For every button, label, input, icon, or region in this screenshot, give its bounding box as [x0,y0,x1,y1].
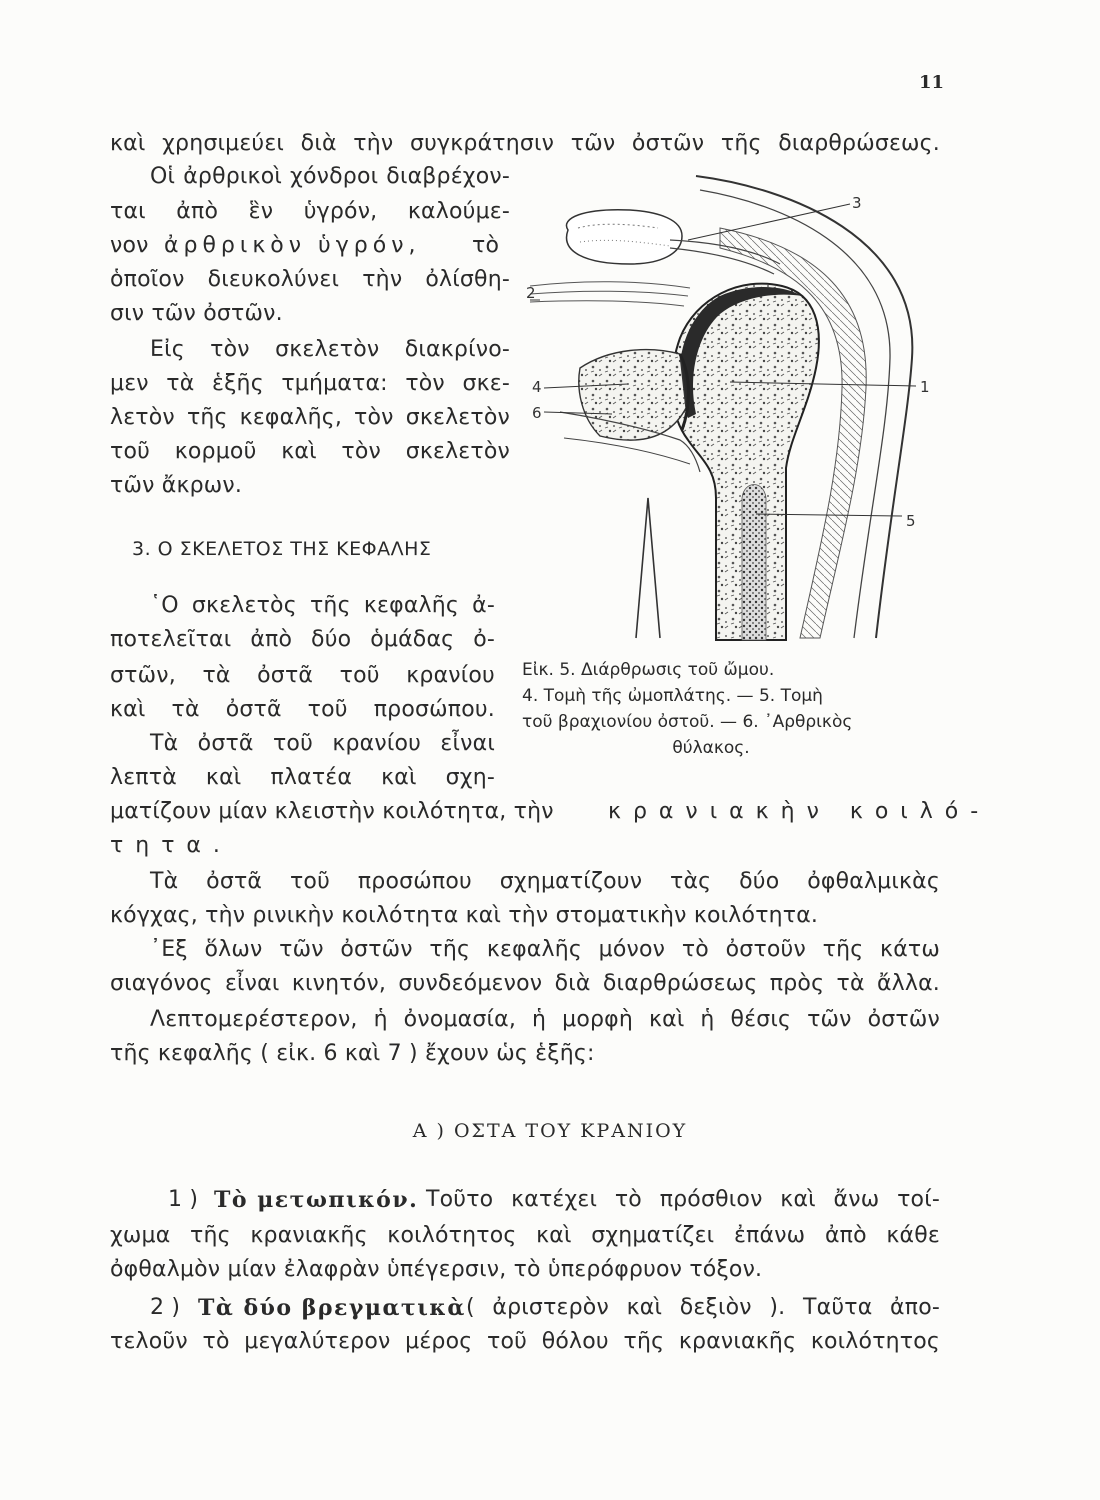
page-number: 11 [918,72,944,93]
text-line: λετὸν τῆς κεφαλῆς, τὸν σκελετὸν [110,405,510,430]
text-line: νον [110,233,149,258]
text-line: τελοῦν τὸ μεγαλύτερον μέρος τοῦ θόλου τῆς κρανιακῆς κοιλότητος [110,1329,940,1354]
text-line: μεν τὰ ἑξῆς τμήματα: τὸν σκε- [110,371,510,396]
text-line: ποτελεῖται ἀπὸ δύο ὁμάδας ὀ- [110,627,495,652]
figure-caption-line: Εἰκ. 5. Διάρθρωσις τοῦ ὤμου. [522,660,775,680]
text-line: καὶ χρησιμεύει διὰ τὴν συγκράτησιν τῶν ὀστῶν τῆς διαρθρώσεως. [110,131,940,156]
text-line: ὁποῖον διευκολύνει τὴν ὀλίσθη- [110,267,510,292]
text-line: σιαγόνος εἶναι κινητόν, συνδεόμενον διὰ διαρθρώσεως πρὸς τὰ ἄλλα. [110,971,940,996]
item-term: Τὸ μετωπικόν. [214,1187,419,1213]
figure-label: 5 [906,512,916,530]
text-line: ται ἀπὸ ἓν ὑγρόν, καλούμε- [110,199,510,224]
text-line: ῾Ο σκελετὸς τῆς κεφαλῆς ἀ- [150,593,495,618]
figure-label: 3 [852,194,862,212]
shoulder-joint-figure [520,168,940,648]
text-line: χωμα τῆς κρανιακῆς κοιλότητος καὶ σχηματίζει ἐπάνω ἀπὸ κάθε [110,1223,940,1248]
figure-caption-line: 4. Τομὴ τῆς ὠμοπλάτης. — 5. Τομὴ [522,686,823,706]
figure-caption-line: θύλακος. [672,738,750,758]
text-line: στῶν, τὰ ὀστᾶ τοῦ κρανίου [110,663,495,688]
item-number: 2 ) [150,1295,181,1320]
text-line: ὀφθαλμὸν μίαν ἐλαφρὰν ὑπέγερσιν, τὸ ὑπερόφρυον τόξον. [110,1257,763,1282]
figure-label: 1 [920,378,930,396]
emphasized-term: ἀρθρικὸν ὑγρόν, [164,233,421,258]
text-line: Τοῦτο κατέχει τὸ πρόσθιον καὶ ἄνω τοί- [426,1187,940,1212]
text-line: τῶν ἄκρων. [110,473,243,498]
figure-label: 6 [532,404,542,422]
item-term: Τὰ δύο βρεγματικὰ [198,1295,466,1321]
section-title: Α ) ΟΣΤΑ ΤΟΥ ΚΡΑΝΙΟΥ [412,1120,688,1142]
text-line: σιν τῶν ὀστῶν. [110,301,283,326]
text-line: τῆς κεφαλῆς ( εἰκ. 6 καὶ 7 ) ἔχουν ὡς ἑξῆς: [110,1041,595,1066]
text-line: ματίζουν μίαν κλειστὴν κοιλότητα, τὴν [110,799,554,824]
figure-label: 2 [526,284,536,302]
text-line: λεπτὰ καὶ πλατέα καὶ σχη- [110,765,495,790]
item-number: 1 ) [168,1187,199,1212]
text-line: Οἱ ἀρθρικοὶ χόνδροι διαβρέχον- [150,164,510,189]
figure-caption-line: τοῦ βραχιονίου ὀστοῦ. — 6. ᾿Αρθρικὸς [522,712,853,732]
text-line: Εἰς τὸν σκελετὸν διακρίνο- [150,337,510,362]
emphasized-term: κρανιακὴν κοιλό- [608,799,991,824]
text-line: ᾿Εξ ὅλων τῶν ὀστῶν τῆς κεφαλῆς μόνον τὸ ὀστοῦν τῆς κάτω [150,937,940,962]
text-line: Τὰ ὀστᾶ τοῦ κρανίου εἶναι [150,731,495,756]
emphasized-term: τητα. [110,833,232,858]
section-heading: 3. Ο ΣΚΕΛΕΤΟΣ ΤΗΣ ΚΕΦΑΛΗΣ [132,538,432,560]
text-line: ( ἀριστερὸν καὶ δεξιὸν ). Ταῦτα ἀπο- [466,1295,940,1320]
figure-label: 4 [532,378,542,396]
text-line: τοῦ κορμοῦ καὶ τὸν σκελετὸν [110,439,510,464]
text-line: τὸ [472,233,500,258]
text-line: κόγχας, τὴν ρινικὴν κοιλότητα καὶ τὴν στοματικὴν κοιλότητα. [110,903,819,928]
text-line: Τὰ ὀστᾶ τοῦ προσώπου σχηματίζουν τὰς δύο ὀφθαλμικὰς [150,869,940,894]
text-line: καὶ τὰ ὀστᾶ τοῦ προσώπου. [110,697,495,722]
text-line: Λεπτομερέστερον, ἡ ὀνομασία, ἡ μορφὴ καὶ ἡ θέσις τῶν ὀστῶν [150,1007,940,1032]
